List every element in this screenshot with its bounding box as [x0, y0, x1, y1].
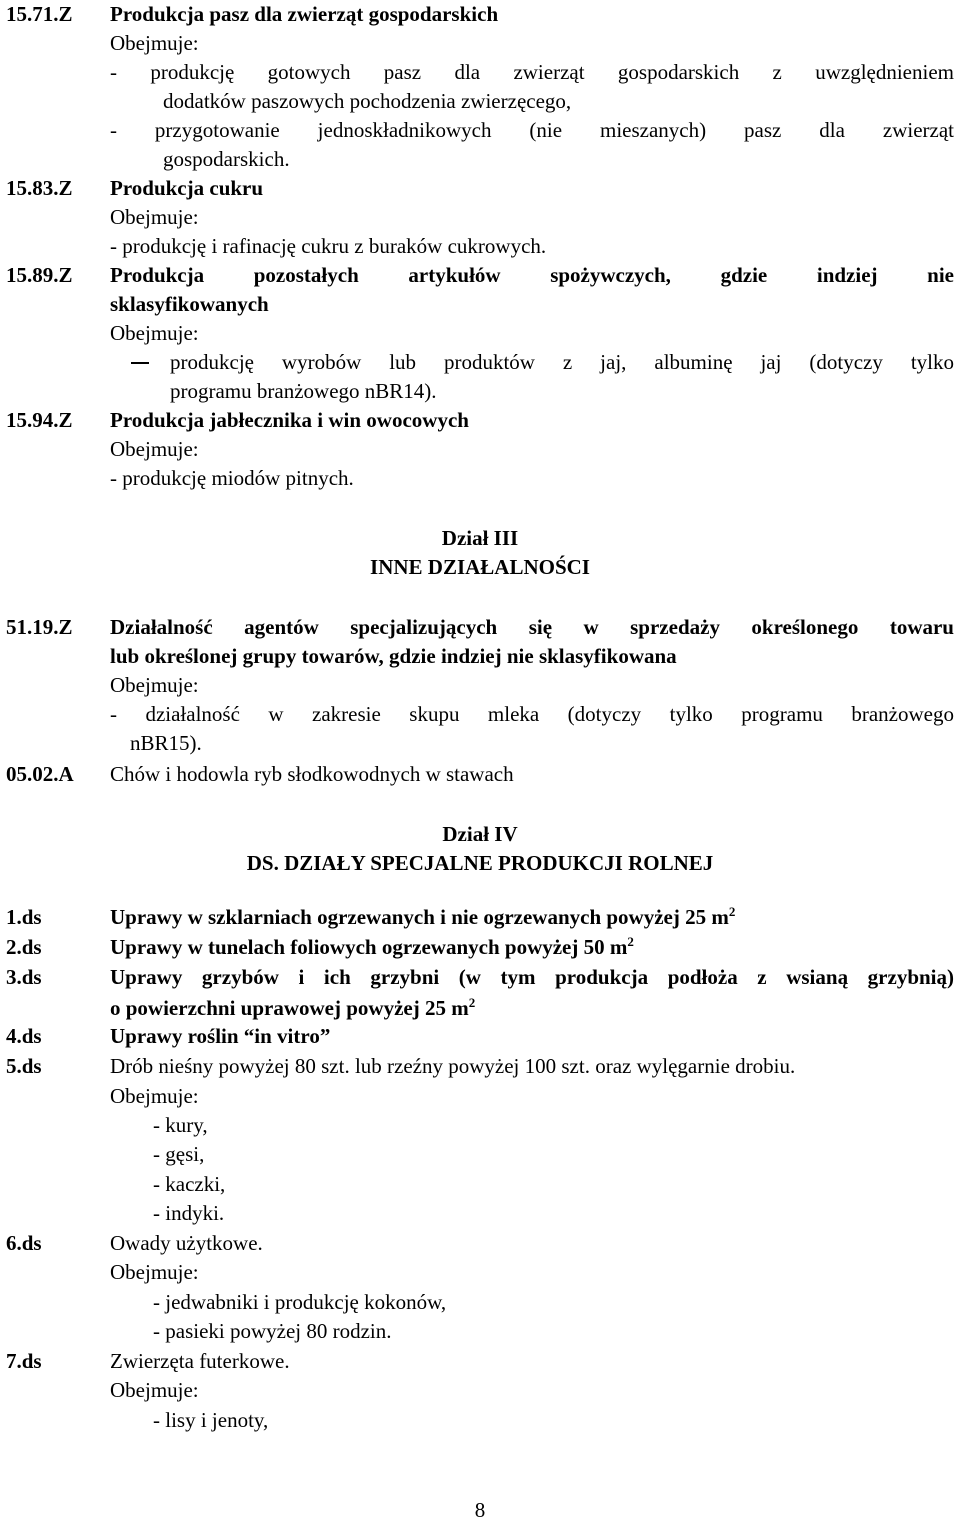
- section-title: Uprawy w szklarniach ogrzewanych i nie ogrzewanych powyżej 25 $m^2$: [110, 904, 736, 929]
- section-header: [0, 1052, 960, 1081]
- section-header: [0, 1347, 960, 1376]
- list-item: - kury,: [153, 1113, 208, 1137]
- list-item: - przygotowanie jednoskładnikowych (nie mieszanych) pasz dla zwierząt: [110, 118, 954, 142]
- division-subheading: INNE DZIAŁALNOŚCI: [370, 555, 590, 579]
- section-title: Drób nieśny powyżej 80 szt. lub rzeźny powyżej 100 szt. oraz wylęgarnie drobiu.: [110, 1054, 796, 1078]
- section-header: [0, 0, 960, 29]
- section-title: Uprawy grzybów i ich grzybni (w tym produkcja podłoża z wsianą grzybnią): [110, 965, 954, 989]
- covers-label: Obejmuje:: [110, 31, 199, 55]
- section-code: 1.ds: [6, 905, 42, 929]
- list-item: - produkcję gotowych pasz dla zwierząt gospodarskich z uwzględnieniem: [110, 60, 954, 84]
- section-title: Chów i hodowla ryb słodkowodnych w stawach: [110, 762, 514, 786]
- section-code: 15.83.Z: [6, 176, 73, 200]
- section-header: [0, 261, 960, 290]
- section-code: 7.ds: [6, 1349, 42, 1373]
- division-heading: Dział III: [441, 526, 519, 550]
- section-title: Działalność agentów specjalizujących się w sprzedaży określonego towaru: [110, 615, 954, 639]
- section-header: [0, 1229, 960, 1258]
- section-title-continuation: sklasyfikowanych: [110, 292, 269, 316]
- section-header: [0, 903, 960, 932]
- list-item: - kaczki,: [153, 1172, 226, 1196]
- section-code: 05.02.A: [6, 762, 74, 786]
- covers-label: Obejmuje:: [110, 1378, 199, 1402]
- list-item: - jedwabniki i produkcję kokonów,: [153, 1290, 447, 1314]
- section-header: [0, 760, 960, 789]
- section-title: Owady użytkowe.: [110, 1231, 263, 1255]
- section-header: [0, 406, 960, 435]
- list-item: - produkcję i rafinację cukru z buraków cukrowych.: [110, 234, 547, 258]
- list-item-continuation: programu branżowego nBR14).: [170, 379, 437, 403]
- section-header: [0, 174, 960, 203]
- list-item: - lisy i jenoty,: [153, 1408, 269, 1432]
- section-code: 3.ds: [6, 965, 42, 989]
- list-item: - produkcję miodów pitnych.: [110, 466, 354, 490]
- section-title: Produkcja cukru: [110, 176, 264, 200]
- covers-label: Obejmuje:: [110, 321, 199, 345]
- section-code: 6.ds: [6, 1231, 42, 1255]
- list-item-continuation: gospodarskich.: [163, 147, 290, 171]
- section-header: [0, 1022, 960, 1051]
- section-code: 4.ds: [6, 1024, 42, 1048]
- covers-label: Obejmuje:: [110, 1084, 199, 1108]
- list-item: - pasieki powyżej 80 rodzin.: [153, 1319, 392, 1343]
- section-code: 15.94.Z: [6, 408, 73, 432]
- section-title: Uprawy roślin “in vitro”: [110, 1024, 331, 1048]
- section-title: Produkcja pozostałych artykułów spożywczych, gdzie indziej nie: [110, 263, 954, 287]
- covers-label: Obejmuje:: [110, 673, 199, 697]
- division-heading: Dział IV: [442, 822, 518, 846]
- section-title: Produkcja jabłecznika i win owocowych: [110, 408, 469, 432]
- list-item-continuation: dodatków paszowych pochodzenia zwierzęcego,: [163, 89, 572, 113]
- covers-label: Obejmuje:: [110, 1260, 199, 1284]
- section-title: Produkcja pasz dla zwierząt gospodarskich: [110, 2, 499, 26]
- covers-label: Obejmuje:: [110, 437, 199, 461]
- section-title-continuation: lub określonej grupy towarów, gdzie indziej nie sklasyfikowana: [110, 644, 677, 668]
- section-header: [0, 613, 960, 642]
- section-code: 15.89.Z: [6, 263, 73, 287]
- section-header: [0, 963, 960, 992]
- division-subheading: DS. DZIAŁY SPECJALNE PRODUKCJI ROLNEJ: [246, 851, 714, 875]
- list-item: - gęsi,: [153, 1142, 205, 1166]
- section-header: [0, 933, 960, 962]
- section-code: 5.ds: [6, 1054, 42, 1078]
- section-title: Uprawy w tunelach foliowych ogrzewanych powyżej 50 $m^2$: [110, 934, 634, 959]
- section-code: 2.ds: [6, 935, 42, 959]
- dash-bullet-icon: [131, 362, 149, 364]
- section-code: 51.19.Z: [6, 615, 73, 639]
- section-title: Zwierzęta futerkowe.: [110, 1349, 290, 1373]
- list-item: produkcję wyrobów lub produktów z jaj, albuminę jaj (dotyczy tylko: [170, 350, 954, 374]
- section-code: 15.71.Z: [6, 2, 73, 26]
- list-item-continuation: nBR15).: [130, 731, 202, 755]
- section-title-continuation: o powierzchni uprawowej powyżej 25 $m^2$: [110, 995, 476, 1020]
- list-item: - indyki.: [153, 1201, 225, 1225]
- covers-label: Obejmuje:: [110, 205, 199, 229]
- page-number: 8: [474, 1498, 486, 1522]
- list-item: - działalność w zakresie skupu mleka (dotyczy tylko programu branżowego: [110, 702, 954, 726]
